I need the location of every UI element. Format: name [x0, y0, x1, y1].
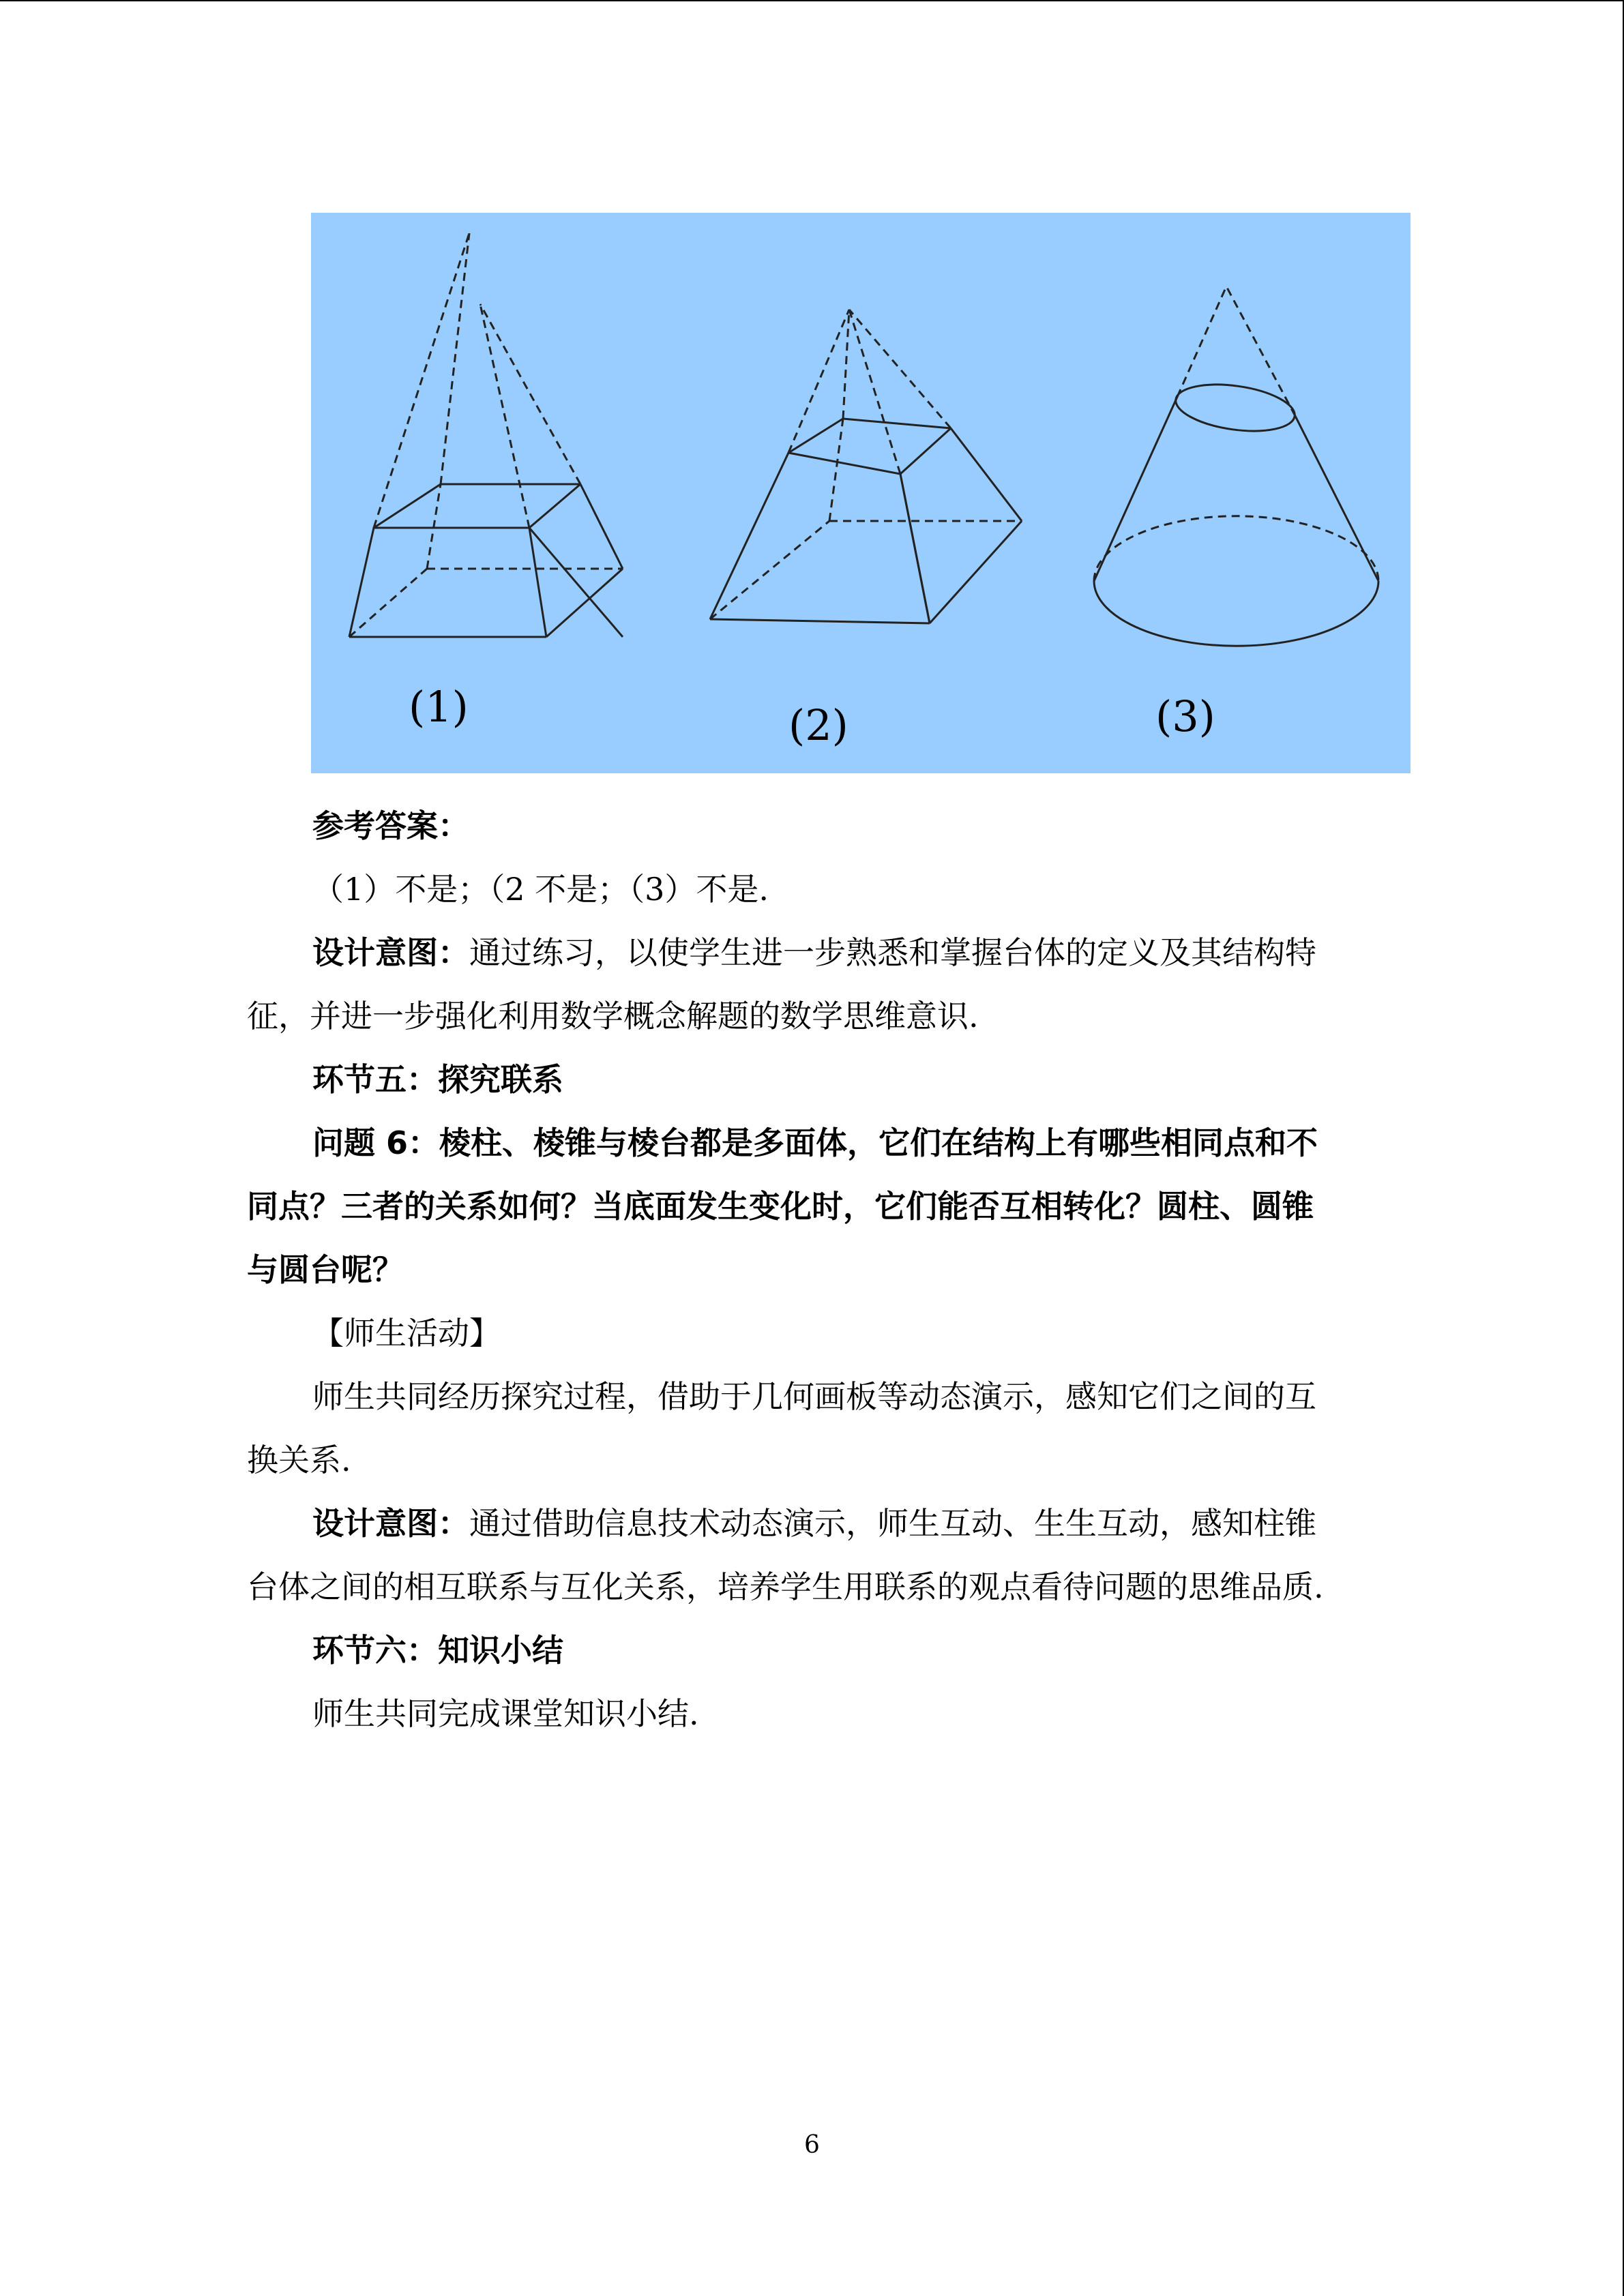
section-5-title: 环节五：探究联系 [312, 1061, 563, 1098]
solids-diagram [311, 213, 1411, 773]
design-intent-2 [247, 1492, 1365, 1555]
page-number: 6 [804, 2131, 820, 2159]
activity-title: 【师生活动】 [312, 1315, 501, 1352]
figure-2-solid [710, 310, 1022, 623]
question-6-line-2: 同点？三者的关系如何？当底面发生变化时，它们能否互相转化？圆柱、圆锥 [247, 1188, 1314, 1225]
figure-label-2: (2) [788, 700, 848, 750]
design-intent-1-cont: 征，并进一步强化利用数学概念解题的数学思维意识. [247, 998, 979, 1034]
design-intent-1-text: 通过练习，以使学生进一步熟悉和掌握台体的定义及其结构特 [469, 934, 1316, 971]
answer-heading: 参考答案： [312, 807, 469, 844]
activity-line-1: 师生共同经历探究过程，借助于几何画板等动态演示，感知它们之间的互 [312, 1378, 1316, 1415]
design-intent-1 [247, 921, 1365, 985]
geometry-figure [311, 213, 1411, 773]
section-6-text: 师生共同完成课堂知识小结. [312, 1695, 699, 1732]
document-body [247, 794, 1365, 1746]
figure-label-3: (3) [1155, 691, 1215, 741]
figure-label-1: (1) [409, 682, 469, 732]
design-intent-2-label: 设计意图： [312, 1505, 469, 1542]
section-6-title: 环节六：知识小结 [312, 1632, 563, 1669]
question-6-line-1: 问题 6：棱柱、棱锥与棱台都是多面体，它们在结构上有哪些相同点和不 [312, 1124, 1318, 1161]
question-6-line-3: 与圆台呢？ [247, 1251, 404, 1288]
figure-3-solid [1094, 286, 1378, 646]
design-intent-1-label: 设计意图： [312, 934, 469, 971]
figure-1-solid [349, 233, 623, 637]
page-top-border [0, 0, 1624, 1]
design-intent-2-text: 通过借助信息技术动态演示，师生互动、生生互动，感知柱锥 [469, 1505, 1316, 1542]
activity-line-2: 换关系. [247, 1442, 351, 1478]
answer-text: （1）不是；（2 不是；（3）不是. [312, 871, 769, 908]
design-intent-2-cont: 台体之间的相互联系与互化关系，培养学生用联系的观点看待问题的思维品质. [247, 1568, 1324, 1605]
